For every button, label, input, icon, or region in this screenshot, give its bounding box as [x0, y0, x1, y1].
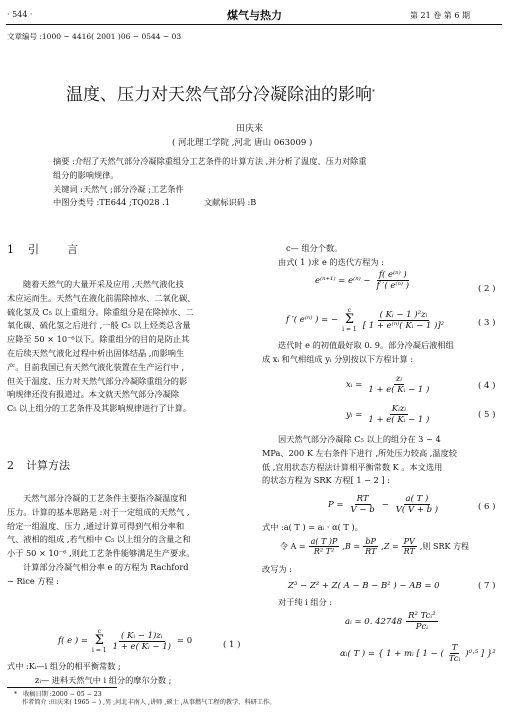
eq2-denominator: f ′( e⁽ⁿ⁾ )	[376, 281, 410, 291]
method-line: 计算部分冷凝气相分率 e 的方程为 Rachford	[23, 561, 189, 572]
intro-line: 产。目前我国已有天然气液化装置在生产运行中 ,	[7, 361, 185, 372]
eq1-sum-bottom: i = 1	[92, 647, 107, 654]
eq2-lhs: e⁽ⁿ⁺¹⁾ = e⁽ⁿ⁾ −	[315, 275, 371, 286]
eq6-numerator-2: a( T )	[405, 494, 429, 504]
method-line: 气、液相的组成 ,若气相中 C₅ 以上组分的含量之和	[7, 534, 191, 545]
title-mark: *	[372, 88, 375, 96]
right-line: 成 xᵢ 和气相组成 yᵢ 分别按以下方程计算 :	[262, 353, 414, 364]
method-line: − Rice 方程 :	[7, 575, 60, 586]
def-b-num: bP	[365, 537, 376, 546]
eq6-tag: ( 6 )	[478, 502, 496, 512]
section-2-number: 2	[7, 459, 14, 472]
intro-text	[7, 278, 250, 416]
eq9-tail: )⁰·⁵ ] }²	[465, 648, 496, 659]
right-line: c— 组分个数。	[286, 243, 343, 253]
eq3-numerator: ( Kᵢ − 1 )²zᵢ	[379, 309, 428, 320]
def-b-fraction	[363, 537, 378, 556]
eq9-denominator: Tcᵢ	[448, 654, 461, 664]
eq6-minus: −	[381, 499, 389, 510]
def-z-label: ,Z =	[381, 542, 399, 551]
method-line: 天然气部分冷凝的工艺条件主要指冷凝温度和	[23, 493, 187, 503]
eq1-sum-symbol: Σ	[94, 633, 104, 648]
footnote-rule	[7, 687, 117, 688]
right-line: MPa、200 K 左右条件下进行 ,所处压力较高 ,温度较	[262, 447, 457, 458]
right-line: 迭代时 e 的初值最好取 0. 9。部分冷凝后液相组	[278, 340, 454, 350]
section-1-number: 1	[7, 243, 14, 256]
abstract-line: 摘要 :介绍了天然气部分冷凝除重组分工艺条件的计算方法 ,并分析了温度、压力对除重	[53, 156, 367, 166]
equation-2	[315, 270, 411, 291]
footnote	[14, 691, 275, 707]
article-number: 文章编号 :1000 − 4416( 2001 )06 − 0544 − 03	[7, 32, 182, 41]
footnote-mark: *	[14, 691, 18, 698]
eq8-fraction	[406, 611, 437, 632]
intro-line: C₅ 以上组分的工艺条件及其影响规律进行了计算。	[7, 403, 192, 414]
footnote-author: 作者简介 :田庆来( 1965 − ) ,男 ,河北丰南人 ,讲师 ,硕士 ,从事燃气工程的教学、科研工作。	[22, 699, 276, 706]
def-b-den: RT	[365, 547, 377, 556]
intro-line: 但关于温度、压力对天然气部分冷凝除重组分的影	[7, 375, 188, 386]
abstract	[53, 155, 473, 210]
def-pre: 令 A =	[280, 542, 306, 551]
def-post: ,则 SRK 方程	[419, 542, 469, 551]
right-line: 因天然气部分冷凝除 C₅ 以上的组分在 3 ~ 4	[278, 434, 441, 444]
eq2-tag: ( 2 )	[478, 284, 496, 294]
eq1-rhs: = 0	[176, 636, 193, 646]
equation-8	[345, 611, 438, 632]
eq3-sum-bottom: i = 1	[342, 326, 357, 333]
intro-line: 随着天然气的大量开采及应用 ,天然气液化技	[23, 279, 184, 289]
def-z-den: RT	[403, 547, 415, 556]
classification-row	[53, 196, 473, 210]
eq9-numerator: T	[451, 643, 458, 653]
eq1-lhs: f( e ) =	[58, 636, 89, 646]
eq6-fraction-2	[394, 494, 440, 515]
right-line: 由式( 1 )求 e 的迭代方程为 :	[278, 256, 384, 267]
eq4-lhs: xᵢ =	[346, 379, 363, 390]
abstract-line: 组分的影响规律。	[53, 169, 119, 180]
eq3-lhs: f ′( e⁽ⁿ⁾ ) = −	[286, 315, 339, 325]
eq3-sum-top: c	[347, 307, 352, 314]
issue-info: 第 21 卷 第 6 期	[410, 11, 470, 20]
eq6-lhs: P =	[328, 499, 344, 510]
equation-3	[286, 307, 446, 333]
def-a-num: a( T )P	[310, 537, 338, 546]
def-a-fraction	[309, 537, 340, 556]
eq5-lhs: yᵢ =	[346, 409, 363, 420]
eq7-tag: ( 7 )	[478, 581, 496, 591]
def-a-den: R² T²	[313, 547, 335, 556]
def-b-label: ,B =	[342, 542, 361, 551]
intro-line: 硫化氢及 C₅ 以上重组分。除重组分是在除掉水、二	[7, 306, 194, 317]
intro-line: 响规律还没有报道过。本文就天然气部分冷凝除	[7, 389, 179, 400]
eq2-fraction	[375, 270, 411, 291]
equation-9	[340, 643, 496, 664]
eq1-denominator: 1 + e( Kᵢ − 1)	[112, 641, 171, 652]
equation-7: Z³ − Z² + Z( A − B − B² ) − AB = 0	[288, 581, 440, 591]
intro-line: 应降至 50 × 10⁻⁶以下。除重组分的目的是防止其	[7, 334, 190, 345]
intro-line: 氧化碳、硫化氢之后进行 ,一般 C₅ 以上烃类总含量	[7, 320, 191, 331]
footnote-received-text: 收稿日期 :2000 − 05 − 23	[23, 691, 102, 698]
rewrite-label: 改写为 :	[262, 564, 292, 574]
right-text-2	[262, 339, 502, 367]
journal-name: 煤气与热力	[227, 9, 282, 22]
equation-4	[346, 374, 431, 395]
pure-component-label: 对于纯 i 组分 :	[278, 597, 333, 607]
eq6-numerator-1: RT	[356, 494, 369, 504]
eq3-tag: ( 3 )	[478, 318, 496, 328]
intro-line: 在后续天然气液化过程中析出固体结晶 ,而影响生	[7, 347, 185, 358]
right-text-1	[262, 242, 502, 270]
eq3-denominator: [ 1 + e⁽ⁿ⁾( Kᵢ − 1 )]²	[362, 320, 445, 331]
right-line: 低 ,宜用状态方程法计算相平衡常数 K 。本文选用	[262, 461, 443, 472]
eq6-denominator-2: V( V + b )	[395, 505, 439, 515]
eq8-numerator: R² Tcᵢ²	[408, 611, 436, 621]
eq1-numerator: ( Kᵢ − 1)zᵢ	[121, 630, 163, 641]
eq4-fraction	[366, 374, 431, 395]
eq6-denominator-1: V − b	[350, 505, 375, 515]
eq9-fraction	[447, 643, 462, 664]
eq8-lhs: aᵢ = 0. 42748	[345, 616, 403, 627]
eq9-body: { 1 + mᵢ [ 1 − (	[377, 648, 444, 659]
equation-6	[328, 494, 440, 515]
intro-line: 术应运而生。天然气在液化前需除掉水、二氧化碳、	[7, 292, 196, 303]
footnote-received	[14, 691, 275, 699]
eq5-fraction	[366, 404, 431, 425]
method-line: 给定一组温度、压力 ,通过计算可得到气相分率和	[7, 520, 185, 531]
eq9-lhs: αᵢ( T ) =	[340, 648, 375, 659]
eq3-sum-symbol: Σ	[344, 312, 355, 327]
affiliation: ( 河北理工学院 ,河北 唐山 063009 )	[172, 138, 313, 148]
eq5-denominator: 1 + e( Kᵢ − 1 )	[368, 415, 430, 425]
page-number: · 544 ·	[7, 10, 33, 19]
eq6-fraction-1	[349, 494, 377, 515]
definitions	[280, 537, 469, 556]
method-line: 小于 50 × 10⁻⁶ ,则此工艺条件能够满足生产要求。	[7, 548, 195, 559]
where-line: 式中 :Kᵢ—i 组分的相平衡常数 ;	[7, 661, 121, 671]
eq1-sum-top: c	[97, 628, 102, 635]
doc-code: 文献标识码 :B	[203, 197, 257, 208]
section-1-title: 引 言	[28, 243, 80, 256]
eq1-tag: ( 1 )	[223, 640, 241, 650]
section-1-heading	[7, 241, 80, 257]
paper-title	[66, 80, 375, 105]
eq4-denominator: 1 + e( Kᵢ − 1 )	[368, 385, 430, 395]
right-text-3	[262, 433, 502, 488]
eq5-tag: ( 5 )	[478, 410, 496, 420]
where-line: zᵢ— 进料天然气中 i 组分的摩尔分数 ;	[35, 674, 172, 685]
eq8-denominator: Pcᵢ	[415, 622, 428, 632]
eq3-fraction	[361, 310, 446, 331]
right-line: 的状态方程为 SRK 方程[ 1 − 2 ] :	[262, 475, 391, 486]
eq2-numerator: f( e⁽ⁿ⁾ )	[378, 270, 407, 280]
author: 田庆来	[236, 124, 264, 134]
section-2-title: 计算方法	[26, 459, 70, 472]
keywords: 关键词 :天然气 ;部分冷凝 ;工艺条件	[53, 183, 184, 194]
method-line: 压力。计算的基本思路是 :对于一定组成的天然气 ,	[7, 506, 190, 517]
section-2-heading	[7, 457, 70, 473]
def-z-fraction	[402, 537, 417, 556]
header-rule	[6, 24, 502, 25]
method-text	[7, 492, 250, 589]
equation-5	[346, 404, 431, 425]
eq3-sum	[342, 307, 357, 333]
eq1-where	[7, 660, 250, 688]
eq4-tag: ( 4 )	[478, 381, 496, 391]
equation-1	[58, 628, 192, 654]
eq4-numerator: zᵢ	[395, 374, 402, 384]
eq6-where: 式中 :a( T ) = aᵢ · α( T )。	[262, 522, 363, 532]
title-text: 温度、压力对天然气部分冷凝除油的影响	[66, 85, 372, 105]
eq1-fraction	[111, 631, 173, 652]
def-z-num: PV	[403, 537, 415, 546]
eq5-numerator: Kᵢzᵢ	[391, 404, 406, 414]
classification: 中图分类号 :TE644 ;TQ028 .1	[53, 197, 170, 208]
eq1-sum	[92, 628, 107, 654]
